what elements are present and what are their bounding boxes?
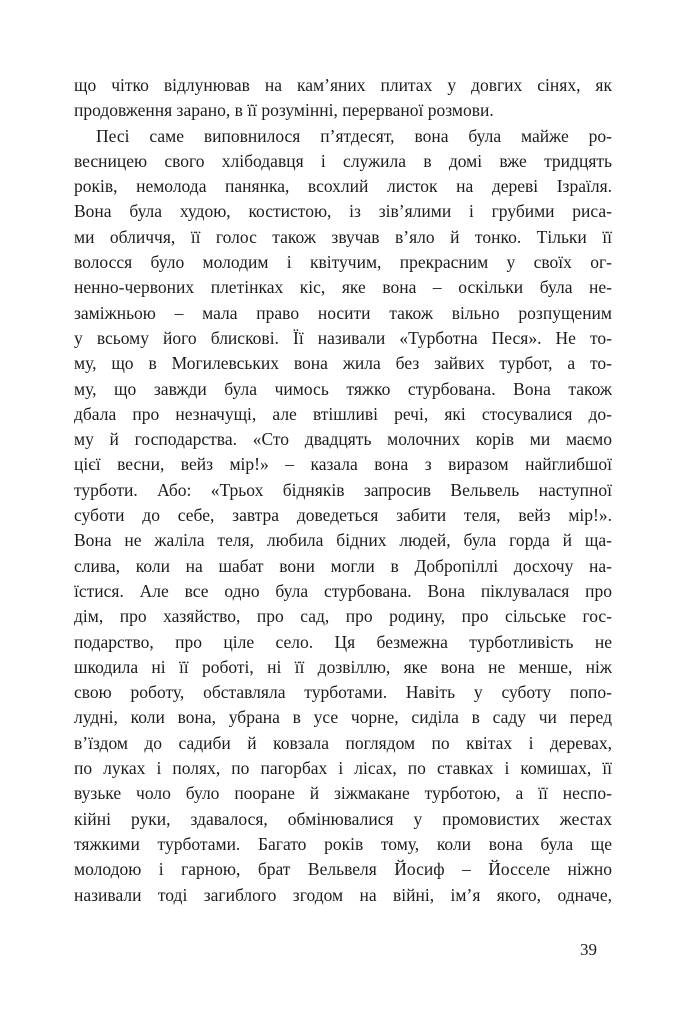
text-line: шкодила ні її роботі, ні її дозвіллю, яке вона не менше, ніж xyxy=(74,656,612,677)
text-line: в’їздом до садиби й ковзала поглядом по квітах і деревах, xyxy=(74,732,612,753)
text-line: подарство, про ціле село. Ця безмежна турботливість не xyxy=(74,631,612,652)
text-line: слива, коли на шабат вони могли в Добропіллі досхочу на- xyxy=(74,555,612,576)
text-line: му, що в Могилевських вона жила без зайвих турбот, а то- xyxy=(74,353,612,374)
text-line: весницею свого хлібодавця і служила в домі вже тридцять xyxy=(74,150,612,171)
page-text xyxy=(74,73,612,908)
text-line: ми обличчя, її голос також звучав в’яло й тонко. Тільки її xyxy=(74,226,612,247)
text-line: волосся було молодим і квітучим, прекрасним у своїх ог- xyxy=(74,252,612,273)
text-line: Вона була худою, костистою, із зів’ялими і грубими риса- xyxy=(74,201,612,222)
text-line: му й господарства. «Сто двадцять молочних корів ми маємо xyxy=(74,429,612,450)
text-line: лудні, коли вона, убрана в усе чорне, сиділа в саду чи перед xyxy=(74,707,612,728)
text-line: турботи. Або: «Трьох бідняків запросив Вельвель наступної xyxy=(74,479,612,500)
text-line: їстися. Але все одно була стурбована. Вона піклувалася про xyxy=(74,580,612,601)
text-line: Песі саме виповнилося п’ятдесят, вона була майже ро- xyxy=(96,125,612,146)
text-line: продовження зарано, в її розумінні, перерваної розмови. xyxy=(74,100,494,121)
text-line: вузьке чоло було пооране й зіжмакане турботою, а її неспо- xyxy=(74,783,612,804)
text-line: тяжкими турботами. Багато років тому, коли вона була ще xyxy=(74,833,612,854)
text-line: му, що завжди була чимось тяжко стурбована. Вона також xyxy=(74,378,612,399)
page-number: 39 xyxy=(580,940,597,959)
paragraph xyxy=(74,124,612,908)
text-line: що чітко відлунював на кам’яних плитах у довгих сінях, як xyxy=(74,75,612,95)
text-line: молодою і гарною, брат Вельвеля Йосиф – Йосселе ніжно xyxy=(74,859,612,880)
text-line: по луках і полях, по пагорбах і лісах, по ставках і комишах, її xyxy=(74,758,612,779)
paragraph xyxy=(74,73,612,124)
text-line: у всьому його блискові. Її називали «Турботна Песя». Не то- xyxy=(74,327,612,348)
text-line: цієї весни, вейз мір!» – казала вона з виразом найглибшої xyxy=(74,454,612,475)
text-line: заміжньою – мала право носити також вільно розпущеним xyxy=(74,302,612,323)
text-line: називали тоді загиблого згодом на війні, ім’я якого, одначе, xyxy=(74,884,612,905)
text-line: дбала про незначущі, але втішливі речі, які стосувалися до- xyxy=(74,403,612,424)
text-line: років, немолода панянка, всохлий листок на дереві Ізраїля. xyxy=(74,176,612,197)
text-line: кійні руки, здавалося, обмінювалися у промовистих жестах xyxy=(74,808,612,829)
text-line: Вона не жаліла теля, любила бідних людей, була горда й ща- xyxy=(74,530,612,551)
text-line: свою роботу, обставляла турботами. Навіть у суботу попо- xyxy=(74,682,612,703)
text-line: дім, про хазяйство, про сад, про родину, про сільське гос- xyxy=(74,606,612,627)
text-line: суботи до себе, завтра доведеться забити теля, вейз мір!». xyxy=(74,505,612,526)
text-line: ненно-червоних плетінках кіс, яке вона – оскільки була не- xyxy=(74,277,612,298)
